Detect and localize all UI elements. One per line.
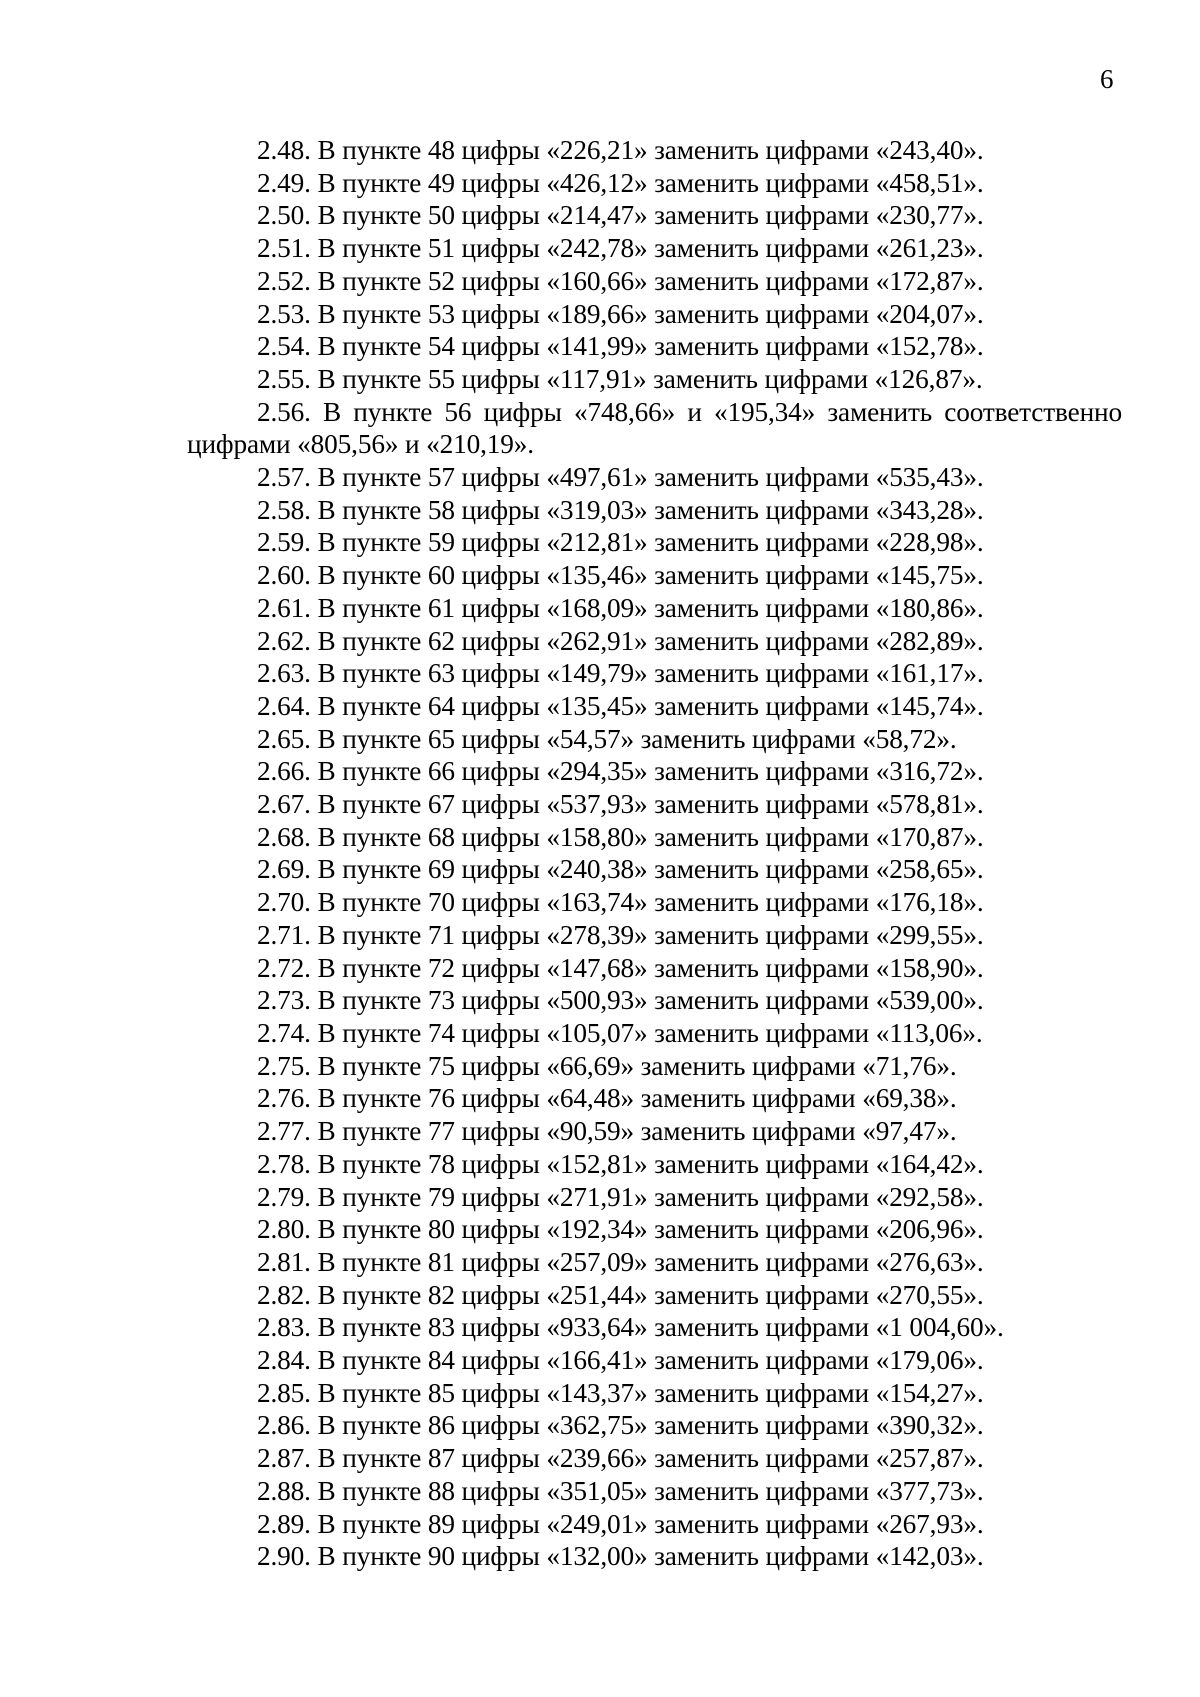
amendment-item: 2.78. В пункте 78 цифры «152,81» заменить цифрами «164,42». [257,1148,984,1179]
amendment-item: 2.48. В пункте 48 цифры «226,21» заменить цифрами «243,40». [257,135,984,165]
amendment-item: 2.87. В пункте 87 цифры «239,66» заменить цифрами «257,87». [257,1443,984,1474]
amendment-item: 2.66. В пункте 66 цифры «294,35» заменить цифрами «316,72». [257,756,984,787]
amendment-item: 2.81. В пункте 81 цифры «257,09» заменить цифрами «276,63». [257,1246,984,1277]
amendment-item: 2.74. В пункте 74 цифры «105,07» заменить цифрами «113,06». [257,1017,983,1048]
amendment-item: 2.88. В пункте 88 цифры «351,05» заменить цифрами «377,73». [257,1475,984,1506]
amendment-item: 2.57. В пункте 57 цифры «497,61» заменить цифрами «535,43». [257,462,984,493]
amendment-item: 2.64. В пункте 64 цифры «135,45» заменить цифрами «145,74». [257,690,984,721]
amendment-item: 2.60. В пункте 60 цифры «135,46» заменить цифрами «145,75». [257,560,984,591]
amendment-item: 2.71. В пункте 71 цифры «278,39» заменить цифрами «299,55». [257,919,984,950]
amendment-item: 2.52. В пункте 52 цифры «160,66» заменить цифрами «172,87». [257,265,984,296]
amendment-item: 2.59. В пункте 59 цифры «212,81» заменить цифрами «228,98». [257,527,984,558]
amendment-item: 2.53. В пункте 53 цифры «189,66» заменить цифрами «204,07». [257,298,984,329]
amendment-item: 2.79. В пункте 79 цифры «271,91» заменить цифрами «292,58». [257,1181,984,1212]
amendment-item: 2.89. В пункте 89 цифры «249,01» заменить цифрами «267,93». [257,1508,984,1539]
amendment-item: 2.90. В пункте 90 цифры «132,00» заменить цифрами «142,03». [257,1541,984,1572]
amendment-item: 2.76. В пункте 76 цифры «64,48» заменить цифрами «69,38». [257,1083,957,1114]
amendment-item: 2.84. В пункте 84 цифры «166,41» заменить цифрами «179,06». [257,1345,984,1376]
amendment-item: 2.50. В пункте 50 цифры «214,47» заменить цифрами «230,77». [257,200,984,231]
amendment-item: 2.67. В пункте 67 цифры «537,93» заменить цифрами «578,81». [257,789,984,820]
amendment-item: 2.86. В пункте 86 цифры «362,75» заменить цифрами «390,32». [257,1410,984,1441]
amendment-item: 2.70. В пункте 70 цифры «163,74» заменить цифрами «176,18». [257,887,984,918]
amendment-item: 2.62. В пункте 62 цифры «262,91» заменить цифрами «282,89». [257,625,984,656]
amendment-item: 2.51. В пункте 51 цифры «242,78» заменить цифрами «261,23». [257,233,984,264]
amendment-item: 2.68. В пункте 68 цифры «158,80» заменить цифрами «170,87». [257,821,984,852]
amendment-item: 2.63. В пункте 63 цифры «149,79» заменить цифрами «161,17». [257,658,984,689]
amendment-item: 2.77. В пункте 77 цифры «90,59» заменить цифрами «97,47». [257,1116,957,1147]
amendment-item: 2.49. В пункте 49 цифры «426,12» заменить цифрами «458,51». [257,167,984,198]
amendment-item: 2.55. В пункте 55 цифры «117,91» заменить цифрами «126,87». [257,363,983,394]
amendment-item: 2.61. В пункте 61 цифры «168,09» заменить цифрами «180,86». [257,592,984,623]
amendments-list [187,134,1122,1573]
amendment-item: 2.73. В пункте 73 цифры «500,93» заменить цифрами «539,00». [257,985,984,1016]
amendment-item: 2.72. В пункте 72 цифры «147,68» заменить цифрами «158,90». [257,952,984,983]
amendment-item: 2.75. В пункте 75 цифры «66,69» заменить цифрами «71,76». [257,1050,957,1081]
amendment-item: 2.85. В пункте 85 цифры «143,37» заменить цифрами «154,27». [257,1377,984,1408]
amendment-item: 2.69. В пункте 69 цифры «240,38» заменить цифрами «258,65». [257,854,984,885]
amendment-item: 2.65. В пункте 65 цифры «54,57» заменить цифрами «58,72». [257,723,957,754]
amendment-item: 2.54. В пункте 54 цифры «141,99» заменить цифрами «152,78». [257,331,984,362]
amendment-item: 2.82. В пункте 82 цифры «251,44» заменить цифрами «270,55». [257,1279,984,1310]
page-number: 6 [1100,64,1114,94]
amendment-item: 2.58. В пункте 58 цифры «319,03» заменить цифрами «343,28». [257,494,984,525]
amendment-item: 2.56. В пункте 56 цифры «748,66» и «195,34» заменить соответственно цифрами «805,56» и «210,19». [187,396,1122,460]
amendment-item: 2.83. В пункте 83 цифры «933,64» заменить цифрами «1 004,60». [257,1312,1004,1343]
amendment-item: 2.80. В пункте 80 цифры «192,34» заменить цифрами «206,96». [257,1214,984,1245]
